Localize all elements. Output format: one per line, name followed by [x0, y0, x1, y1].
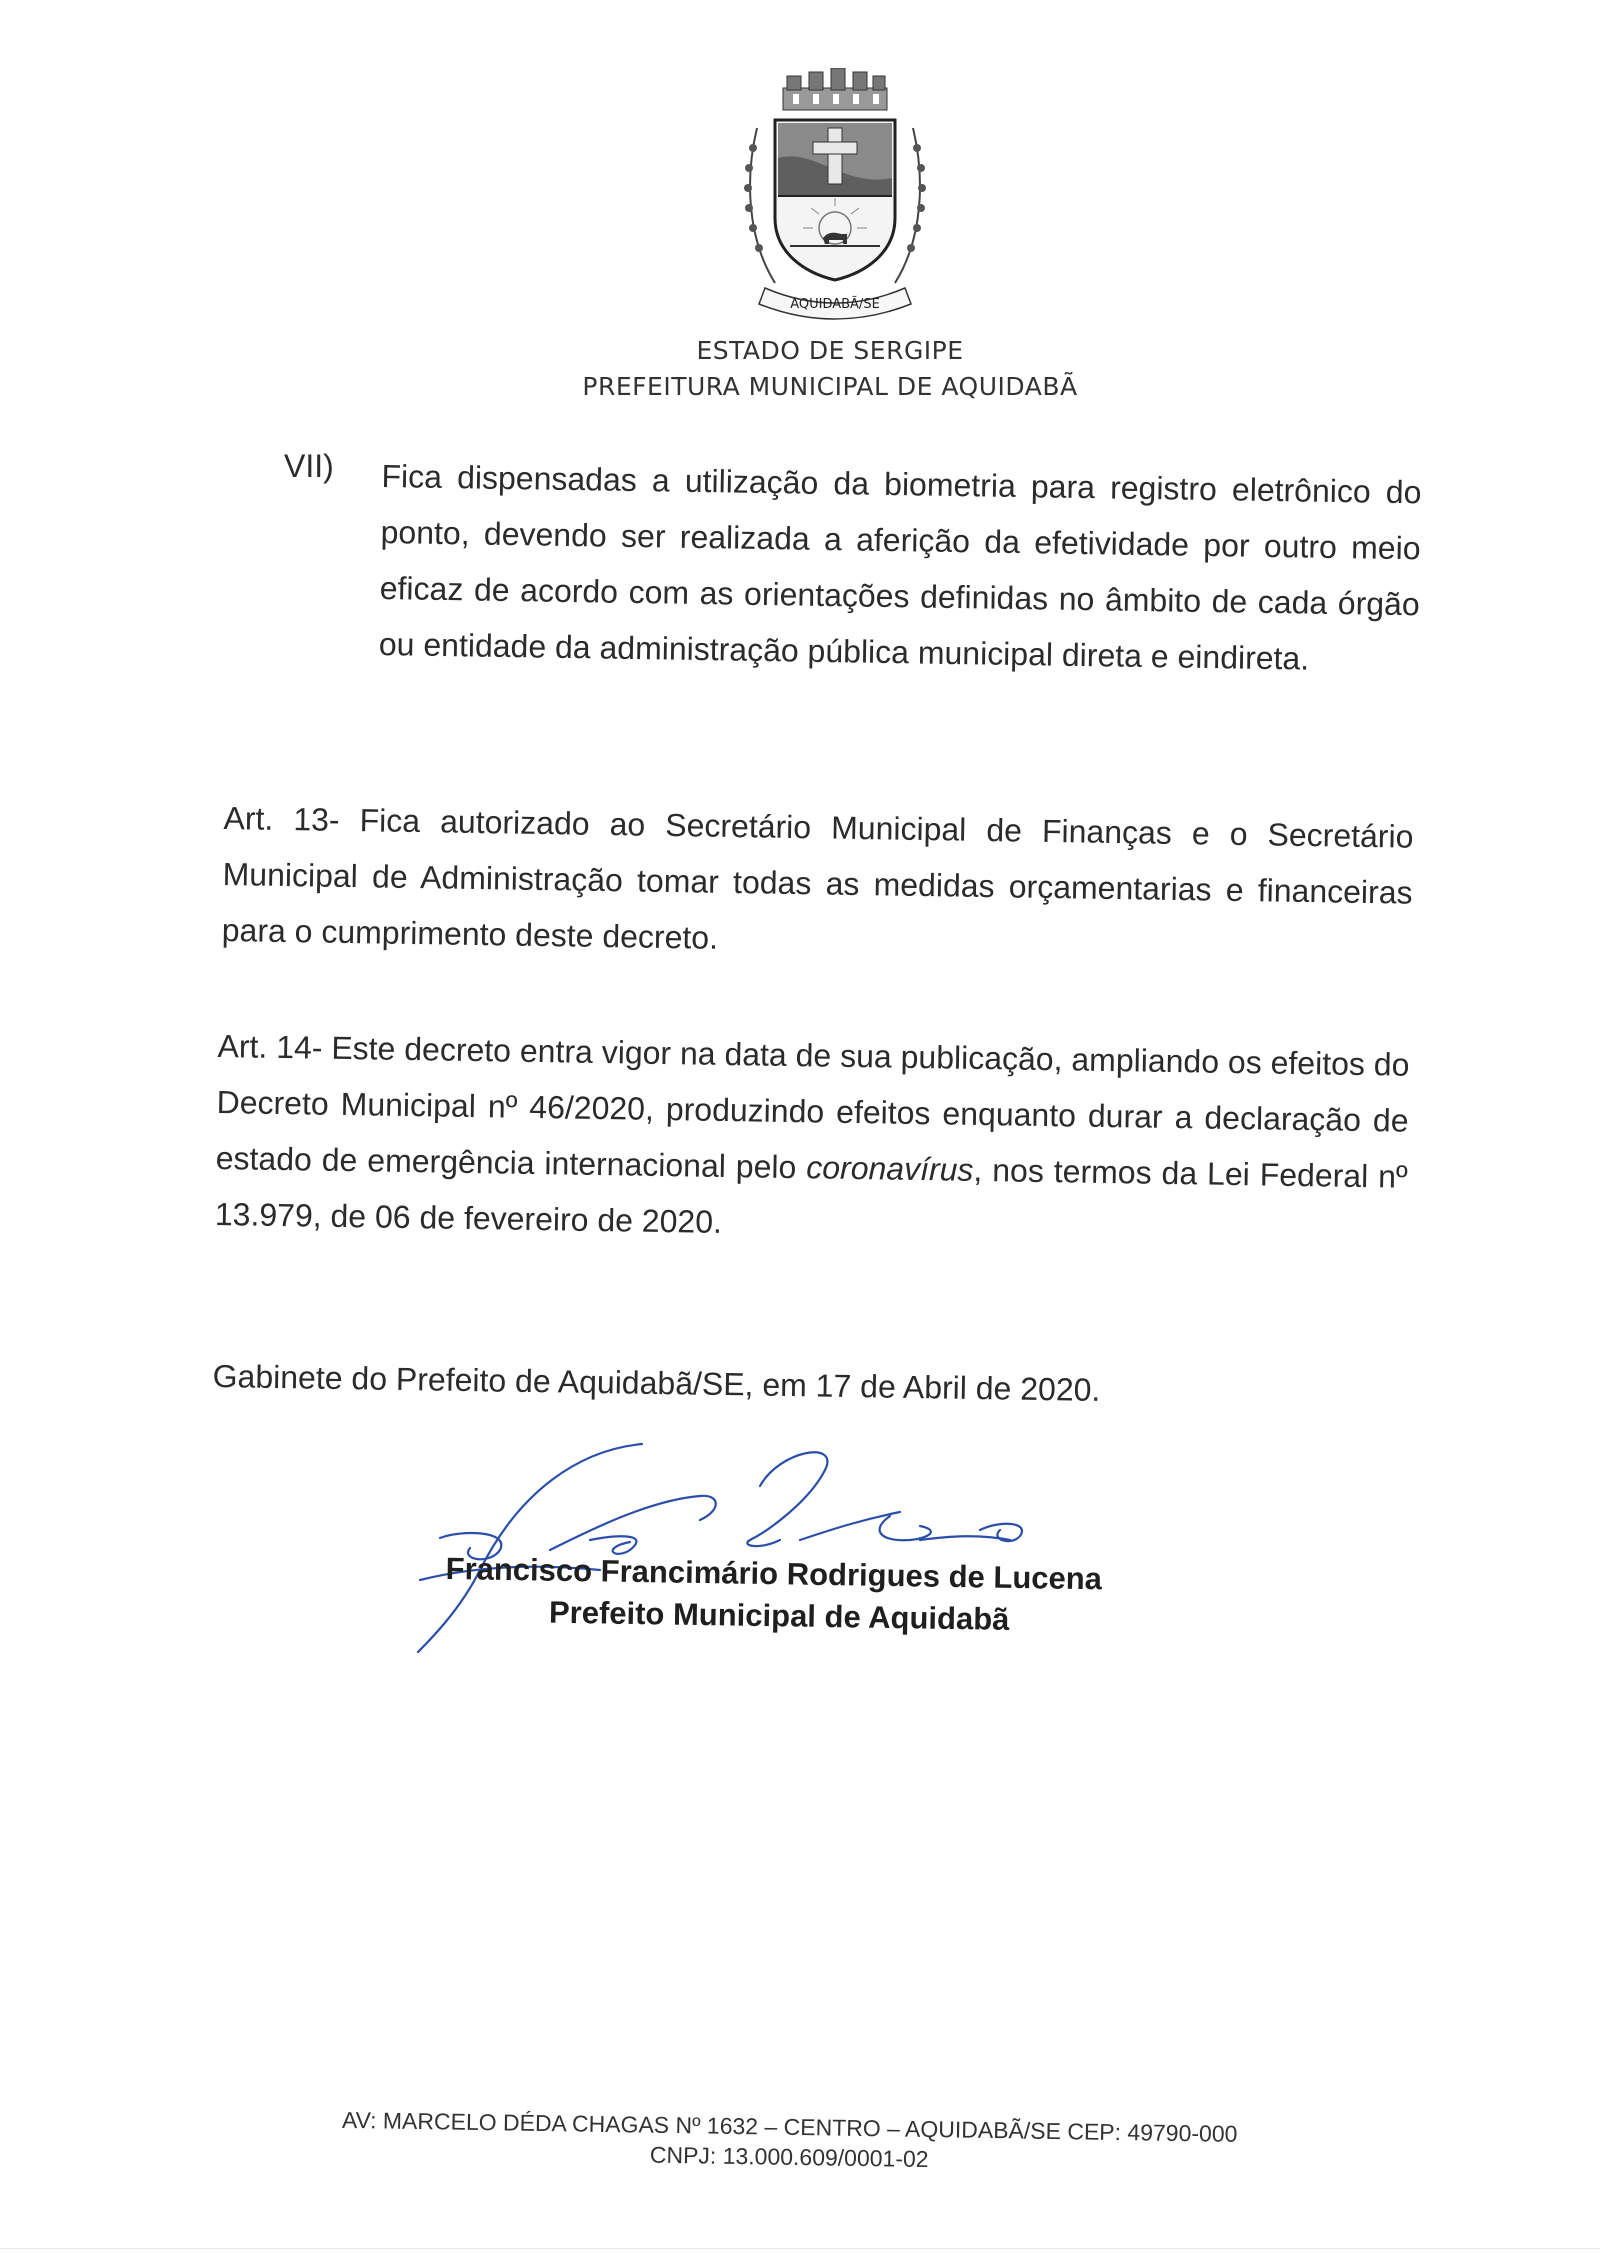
- scan-bottom-edge: [0, 2248, 1600, 2249]
- crest-ribbon-text: AQUIDABÃ/SE: [790, 297, 880, 312]
- footer-address: AV: MARCELO DÉDA CHAGAS Nº 1632 – CENTRO – AQUIDABÃ/SE CEP: 49790-000: [341, 2106, 1238, 2147]
- article-14: [214, 1018, 1409, 1261]
- footer-cnpj: CNPJ: 13.000.609/0001-02: [649, 2141, 929, 2173]
- item-vii-text: Fica dispensadas a utilização da biometria para registro eletrônico do ponto, devendo ser realizada a aferição da efetividade por outro meio eficaz de acordo com as orientações definidas no âmbito de cada órgão ou entidade da administração pública municipal direta e eindireta.: [378, 457, 1422, 677]
- item-number-vii: VII): [284, 448, 334, 484]
- article-14-part-2: , nos termos da Lei Federal nº 13.979, de 06 de fevereiro de 2020.: [214, 1151, 1408, 1240]
- article-14-part-1: Art. 14- Este decreto entra vigor na data de sua publicação, ampliando os efeitos do Decreto Municipal nº 46/2020, produzindo efeitos enquanto durar a declaração de estado de emergência internacional pelo: [215, 1027, 1410, 1186]
- header-state: ESTADO DE SERGIPE: [696, 336, 964, 365]
- article-14-italic-term: coronavírus: [806, 1149, 974, 1188]
- signatory-name: Francisco Francimário Rodrigues de Lucena: [445, 1550, 1103, 1597]
- closing-date-line: Gabinete do Prefeito de Aquidabã/SE, em 17 de Abril de 2020.: [212, 1358, 1101, 1408]
- header-prefecture: PREFEITURA MUNICIPAL DE AQUIDABÃ: [582, 372, 1078, 401]
- municipal-crest-emblem: [735, 68, 935, 330]
- article-13: Art. 13- Fica autorizado ao Secretário Municipal de Finanças e o Secretário Municipal de Administração tomar todas as medidas orçamentarias e financeiras para o cumprimento deste decreto.: [221, 799, 1414, 956]
- signatory-role: Prefeito Municipal de Aquidabã: [548, 1594, 1010, 1637]
- footer: [289, 2104, 1290, 2180]
- signature-block: [445, 1548, 1206, 1644]
